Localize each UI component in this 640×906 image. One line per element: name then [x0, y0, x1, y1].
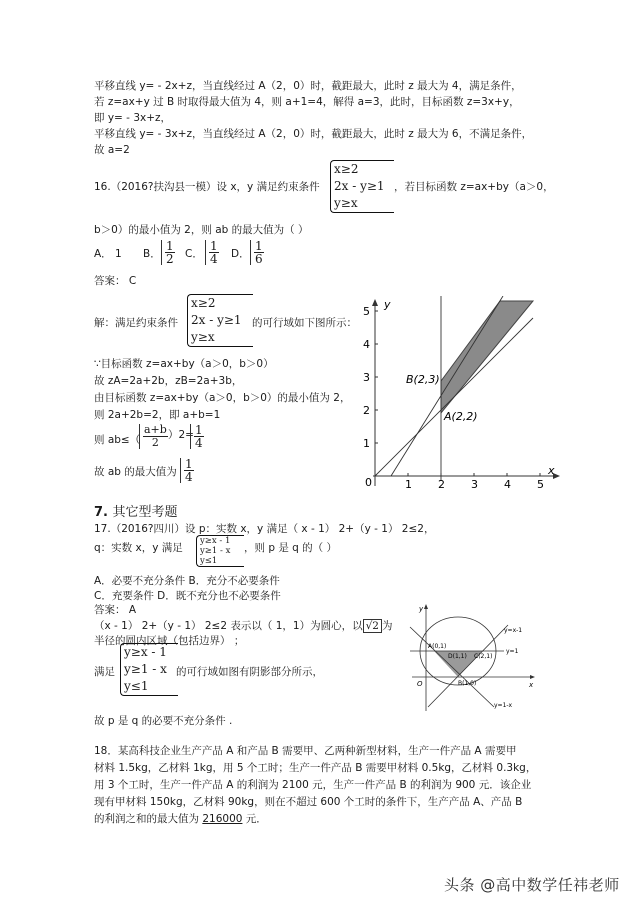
q17-answer: 答案： A — [94, 604, 137, 616]
text-line: 平移直线 y= - 2x+z，当直线经过 A（2，0）时，截距最大，此时 z 最大为 4，满足条件， — [94, 80, 522, 92]
q16-solution-line: 故 ab 的最大值为 — [94, 466, 177, 478]
point-label-b: B(1,0) — [458, 680, 477, 687]
watermark: 头条 @高中数学任祎老师 — [444, 876, 620, 894]
q17-options: A．必要不充分条件 B．充分不必要条件 — [94, 575, 280, 587]
q16-feasible-region-graph — [348, 296, 563, 491]
x-tick-label: 1 — [405, 478, 412, 491]
point-label-a: A(0,1) — [428, 643, 447, 650]
text: ）2= — [168, 429, 194, 441]
q18-stem: 的利润之和的最大值为 216000 元． — [94, 813, 267, 825]
sqrt-two: √2 — [363, 619, 382, 633]
q17-solution: 满足 — [94, 666, 115, 678]
q16-solution-line: ∵目标函数 z=ax+by（a＞0，b＞0） — [94, 358, 274, 370]
q16-solution: 解：满足约束条件 — [94, 317, 178, 329]
line-y-eq-x — [375, 318, 533, 476]
q17-stem: q：实数 x，y 满足 — [94, 542, 183, 554]
point-label-d: D(1,1) — [448, 653, 467, 660]
q16-option-a: A． 1 — [94, 248, 122, 260]
q16-option-d-fraction: $\frac{1}{6}$ — [250, 240, 264, 265]
line-label: y=1-x — [494, 702, 513, 709]
axis-label-x: x — [529, 681, 534, 689]
line-y-eq-x-minus-1 — [428, 625, 508, 707]
q16-option-c-fraction: $\frac{1}{4}$ — [205, 240, 219, 265]
q16-solution-line: 由目标函数 z=ax+by（a＞0，b＞0）的最小值为 2， — [94, 392, 351, 404]
q16-answer: 答案： C — [94, 275, 137, 287]
q16-solution-line: 则 2a+2b=2，即 a+b=1 — [94, 409, 221, 421]
q18-stem: 用 3 个工时，生产一件产品 A 的利润为 2100 元，生产一件产品 B 的利润为 900 元．该企业 — [94, 779, 532, 791]
q17-constraint-system: y≥x - 1 y≥1 - x y≤1 — [120, 643, 178, 696]
axis-label-x: x — [548, 464, 555, 477]
axis-label-y: y — [384, 298, 391, 311]
q16-option-c: C． — [185, 248, 203, 260]
q16-option-b-fraction: $\frac{1}{2}$ — [161, 240, 175, 265]
x-tick-label: 3 — [471, 478, 478, 491]
q16-option-d: D． — [231, 248, 250, 260]
q16-option-b: B． — [143, 248, 161, 260]
q17-circle-graph — [408, 603, 538, 715]
line-label: y=x-1 — [504, 627, 523, 634]
line-2x-y-eq-1 — [391, 296, 503, 476]
y-tick-label: 2 — [363, 404, 370, 417]
q16-solution-system: x≥2 2x - y≥1 y≥x — [187, 294, 253, 347]
q18-stem: 材料 1.5kg，乙材料 1kg，用 5 个工时；生产一件产品 B 需要甲材料 0.5kg，乙材料 0.3kg， — [94, 762, 537, 774]
constraint: x≥2 — [334, 162, 359, 176]
q16-constraint-system — [330, 160, 394, 213]
q17-solution: （x - 1） 2+（y - 1） 2≤2 表示以（ 1，1）为圆心，以 √2 为 — [94, 620, 393, 632]
x-tick-label: 2 — [438, 478, 445, 491]
x-tick-label: 5 — [537, 478, 544, 491]
constraint: 2x - y≥1 — [334, 179, 385, 193]
axis-label-y: y — [419, 605, 424, 613]
origin-label: 0 — [365, 476, 372, 489]
line-y-eq-1-minus-x — [410, 627, 494, 707]
text-line: 即 y= - 3x+z， — [94, 112, 172, 124]
point-label-c: C(2,1) — [474, 653, 493, 660]
y-tick-label: 3 — [363, 371, 370, 384]
q16-stem-cont: ，若目标函数 z=ax+by（a＞0， — [394, 181, 554, 193]
q18-answer: 216000 — [202, 813, 243, 825]
q16-solution-line: 则 ab≤（ — [94, 434, 141, 446]
q18-stem: 现有甲材料 150kg，乙材料 90kg，则在不超过 600 个工时的条件下，生产产品 A、产品 B — [94, 796, 523, 808]
fraction: $\frac{1}{4}$ — [190, 424, 204, 449]
point-label-b: B(2,3) — [406, 373, 440, 386]
q17-stem: 17.（2016?四川）设 p：实数 x，y 满足（ x - 1） 2+（y - 1） 2≤2， — [94, 523, 435, 535]
q17-small-system: y≥x - 1 y≥1 - x y≤1 — [196, 535, 244, 567]
text-line: 故 a=2 — [94, 144, 130, 156]
q17-solution: 半径的圆内区域（包括边界） ； — [94, 635, 245, 647]
q17-conclusion: 故 p 是 q 的必要不充分条件 . — [94, 715, 233, 727]
line-label: y=1 — [506, 648, 519, 655]
x-tick-label: 4 — [504, 478, 511, 491]
q16-stem-cont: b＞0）的最小值为 2，则 ab 的最大值为（ ） — [94, 224, 309, 236]
q17-options: C．充要条件 D．既不充分也不必要条件 — [94, 590, 281, 602]
fraction: $\frac{1}{4}$ — [180, 458, 194, 483]
q16-stem: 16.（2016?扶沟县一模）设 x，y 满足约束条件 — [94, 181, 320, 193]
point-label-a: A(2,2) — [444, 410, 478, 423]
fraction: $\frac{a+b}{2}$ — [139, 424, 168, 449]
section-heading: 7. 其它型考题 — [94, 505, 178, 520]
text-line: 若 z=ax+y 过 B 时取得最大值为 4，则 a+1=4，解得 a=3，此时，目标函数 z=3x+y， — [94, 96, 520, 108]
origin-label: O — [417, 680, 423, 688]
constraint: y≥x — [334, 196, 358, 210]
y-tick-label: 4 — [363, 338, 370, 351]
text-line: 平移直线 y= - 3x+z，当直线经过 A（2，0）时，截距最大，此时 z 最大为 6，不满足条件， — [94, 128, 533, 140]
q16-solution-line: 故 zA=2a+2b，zB=2a+3b， — [94, 375, 243, 387]
y-tick-label: 5 — [363, 305, 370, 318]
q18-stem: 18．某高科技企业生产产品 A 和产品 B 需要甲、乙两种新型材料，生产一件产品 A 需要甲 — [94, 745, 517, 757]
y-tick-label: 1 — [363, 437, 370, 450]
q17-solution-cont: 的可行域如图有阴影部分所示， — [176, 666, 323, 678]
q17-stem-cont: ，则 p 是 q 的（ ） — [244, 542, 338, 554]
q16-solution-cont: 的可行域如下图所示： — [252, 317, 357, 329]
